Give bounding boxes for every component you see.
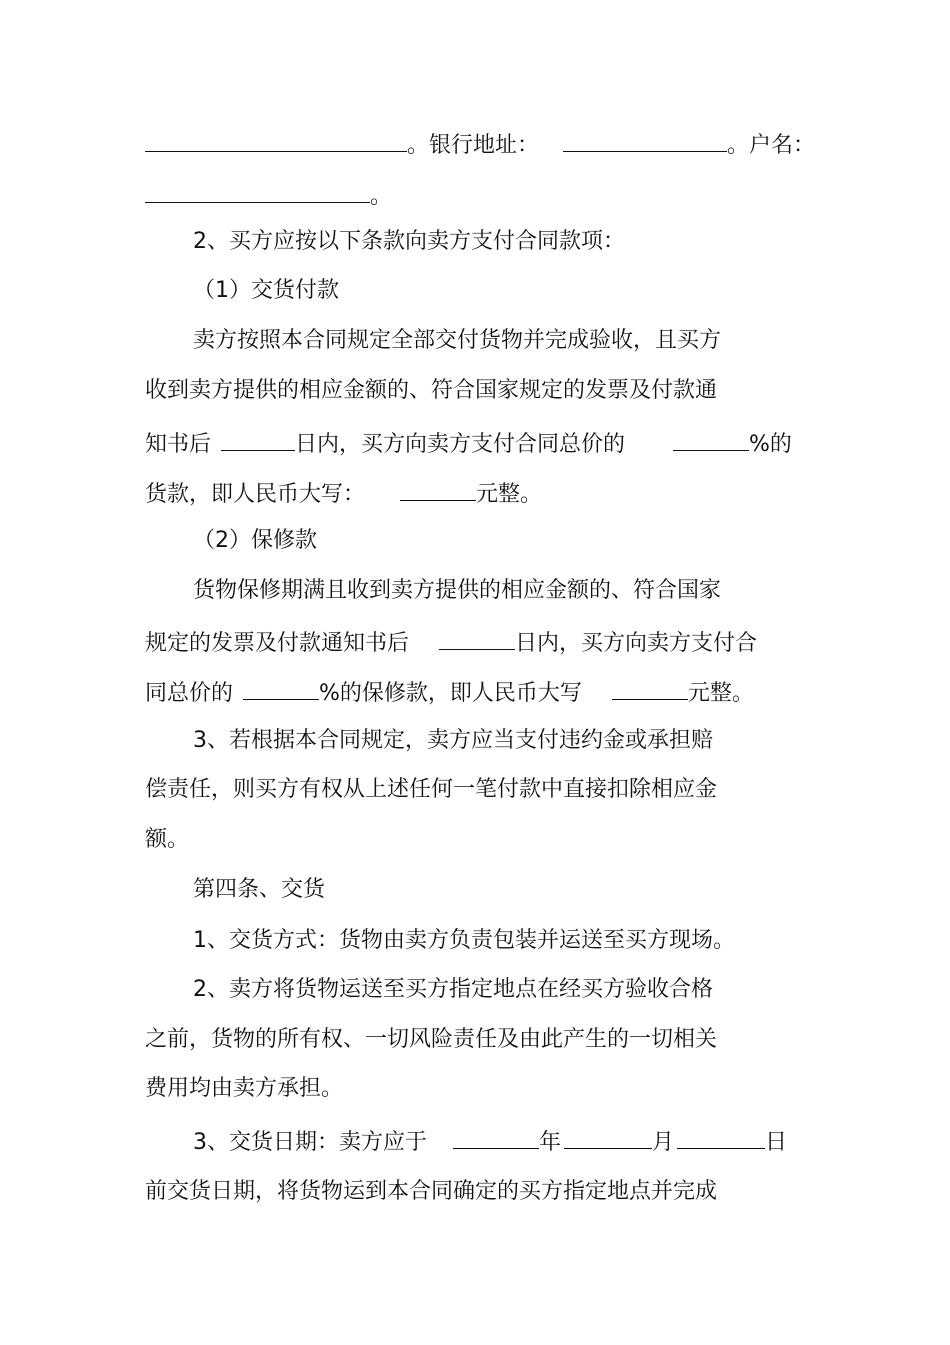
paragraph-line: 收到卖方提供的相应金额的、符合国家规定的发票及付款通 [145, 378, 718, 403]
article-four-heading: 第四条、交货 [193, 877, 326, 902]
bank-address-blank [563, 130, 727, 152]
delivery-payment-days-line [145, 429, 792, 455]
payment-terms-heading: 2、买方应按以下条款向卖方支付合同款项： [193, 229, 625, 254]
account-name-line [145, 181, 392, 207]
month-text: 月 [652, 1130, 675, 1155]
notice-label: 规定的发票及付款通知书后 [145, 631, 410, 656]
paragraph-line: 费用均由卖方承担。 [145, 1076, 344, 1101]
day-text: 日 [765, 1130, 788, 1155]
delivery-date-label: 3、交货日期：卖方应于 [193, 1130, 427, 1155]
delivery-payment-amount-line [145, 479, 542, 505]
notice-label: 知书后 [145, 432, 212, 457]
days-text: 日内，买方向卖方支付合 [515, 631, 758, 656]
year-text: 年 [539, 1130, 562, 1155]
warranty-subheading: （2）保修款 [193, 528, 317, 553]
day-blank [677, 1127, 765, 1149]
percent-text: %的 [749, 432, 792, 457]
period-mark: 。 [370, 184, 393, 209]
warranty-amount-line [145, 678, 754, 704]
yuan-text: 元整。 [687, 681, 754, 706]
bank-info-line [145, 130, 815, 156]
total-price-label: 同总价的 [145, 681, 234, 706]
days-blank [439, 628, 515, 650]
amount-blank [400, 479, 476, 501]
warranty-days-line [145, 628, 757, 654]
paragraph-line: 卖方按照本合同规定全部交付货物并完成验收，且买方 [193, 328, 722, 353]
warranty-percent-text: %的保修款，即人民币大写 [319, 681, 582, 706]
yuan-text: 元整。 [476, 482, 543, 507]
delivery-payment-subheading: （1）交货付款 [193, 278, 339, 303]
delivery-date-line [193, 1127, 787, 1153]
account-number-blank [145, 130, 407, 152]
paragraph-line: 额。 [145, 827, 190, 852]
account-name-blank [145, 181, 370, 203]
amount-blank [612, 678, 688, 700]
paragraph-line: 偿责任，则买方有权从上述任何一笔付款中直接扣除相应金 [145, 777, 718, 802]
percent-blank [243, 678, 319, 700]
account-name-label: 。户名： [727, 133, 816, 158]
year-blank [453, 1127, 539, 1149]
percent-blank [673, 429, 749, 451]
days-blank [221, 429, 295, 451]
paragraph-line: 3、若根据本合同规定，卖方应当支付违约金或承担赔 [193, 728, 713, 753]
paragraph-line: 1、交货方式：货物由卖方负责包装并运送至买方现场。 [193, 928, 735, 953]
paragraph-line: 之前，货物的所有权、一切风险责任及由此产生的一切相关 [145, 1027, 718, 1052]
rmb-label: 货款，即人民币大写： [145, 482, 366, 507]
paragraph-line: 2、卖方将货物运送至买方指定地点在经买方验收合格 [193, 977, 713, 1002]
paragraph-line: 货物保修期满且收到卖方提供的相应金额的、符合国家 [193, 578, 722, 603]
bank-address-label: 。银行地址： [407, 133, 540, 158]
month-blank [564, 1127, 652, 1149]
days-text: 日内，买方向卖方支付合同总价的 [295, 432, 626, 457]
paragraph-line: 前交货日期，将货物运到本合同确定的买方指定地点并完成 [145, 1179, 718, 1204]
